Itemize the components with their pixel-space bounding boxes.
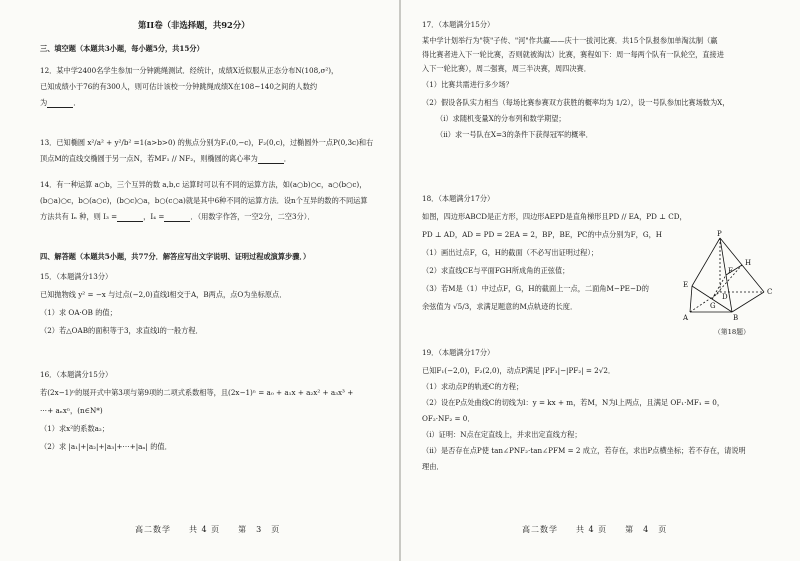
q17-line-2: 得比赛者进入下一轮比赛，否则就被淘汰）比赛，赛程如下：周一每两个队有一队轮空，直接进: [422, 50, 724, 59]
section-solutions: 四、解答题（本题共5小题，共77分．解答应写出文字说明、证明过程或演算步骤．）: [40, 252, 311, 261]
page-footer-right: 高二数学 共 4 页 第 4 页: [522, 525, 668, 534]
q19-title: 19．（本题满分17分）: [422, 348, 495, 357]
fig-label-H: H: [745, 259, 752, 267]
q19-part-2: （2）设在P点处曲线C的切线为l：y = kx + m，若M，N为l上两点，且满足 OF₁·MF₁ = 0，: [422, 398, 725, 407]
page-3: [0, 0, 398, 561]
fig-label-E: E: [683, 281, 689, 289]
q14-line-3c: ．（用数字作答，一空2分，二空3分）．: [190, 212, 315, 221]
q16-part-2: （2）求 |a₁|+|a₂|+|a₃|+⋯+|aₙ| 的值．: [40, 442, 172, 451]
q18-title: 18．（本题满分17分）: [422, 194, 495, 203]
q17-part-2-i: （i）求随机变量X的分布列和数学期望；: [436, 114, 566, 123]
q15-title: 15．（本题满分13分）: [40, 272, 113, 281]
q13-line-1: 13．已知椭圆 x²/a² + y²/b² =1(a>b>0) 的焦点分别为F₁(0,−c)，F₂(0,c)，过椭圆外一点P(0,3c)和右: [40, 138, 374, 147]
question-16: [40, 370, 353, 452]
fig-label-D: D: [722, 293, 728, 301]
q14-line-1: 14．有一种运算 a○b，三个互异的数 a,b,c 运算时可以有不同的运算方法，如(a○b)○c，a○(b○c)，: [40, 180, 367, 189]
fig-label-F: F: [728, 267, 733, 275]
q18-line-1: 如图，四边形ABCD是正方形，四边形AEPD是直角梯形且PD // EA，PD ⊥ CD，: [422, 212, 687, 221]
q15-line-1: 已知抛物线 y² = −x 与过点(−2,0)直线l相交于A，B两点，点O为坐标原点．: [40, 290, 287, 299]
section-fill-in: 三、填空题（本题共3小题，每小题5分，共15分）: [40, 44, 204, 53]
q14-line-3: 方法共有 Iₙ 种，则 I₃ =: [40, 212, 118, 221]
edge-EA: [690, 286, 692, 312]
q18-line-2: PD ⊥ AD，AD = PD = 2EA = 2，BP，BE，PC的中点分别为F，G，H: [422, 230, 663, 239]
q17-part-2-ii: （ii）求一号队在X=3的条件下获得冠军的概率．: [436, 130, 593, 139]
q16-line-2: ⋯+ aₙxⁿ，(n∈N*): [40, 406, 103, 415]
q13-line-2: 顶点M的直线交椭圆于另一点N，若MF₁ // NF₂，则椭圆的离心率为: [40, 154, 258, 163]
q14-line-3b: ，I₄ =: [143, 212, 165, 221]
q19-part-2b: OF₂·NF₂ = 0．: [422, 414, 475, 423]
edge-PE: [692, 238, 720, 286]
q18-part-1: （1）画出过点F，G，H的截面（不必写出证明过程）；: [422, 248, 599, 257]
q19-part-2-ii: （ii）是否存在点P使 tan∠PNF₂·tan∠PFM = 2 成立，若存在，求出P点横坐标；若不存在，请说明: [422, 446, 746, 455]
question-18: [422, 194, 687, 312]
part2-heading: 第II卷（非选择题，共92分）: [138, 20, 250, 30]
q17-part-1: （1）比赛共需进行多少场？: [422, 80, 513, 89]
fig-label-C: C: [767, 288, 773, 296]
q16-title: 16．（本题满分15分）: [40, 370, 113, 379]
q13-answer-blank: [258, 155, 284, 164]
q19-line-1: 已知F₁(−2,0)，F₂(2,0)，动点P满足 |PF₁|−|PF₂| = 2√2．: [422, 366, 616, 375]
q17-part-2: （2）假设各队实力相当（每场比赛参赛双方获胜的概率均为 1/2），设一号队参加比赛场数为X，: [422, 98, 730, 107]
q18-part-3: （3）若M是（1）中过点F，G，H的截面上一点，二面角M−PE−D的: [422, 284, 649, 293]
fig-label-G: G: [710, 302, 716, 310]
q18-figure-caption: （第18题）: [714, 328, 750, 336]
q15-part-2: （2）若△OAB的面积等于3，求直线l的一般方程．: [40, 326, 203, 335]
q18-part-3b: 余弦值为 √5/3，求满足题意的M点轨迹的长度．: [422, 302, 578, 311]
q12-line-2: 已知成绩小于76的有300人，则可估计该校一分钟跳绳成绩X在108∼140之间的人数约: [40, 82, 318, 91]
page-footer-left: 高二数学 共 4 页 第 3 页: [135, 525, 281, 534]
question-14: [40, 180, 368, 222]
fig-label-B: B: [733, 314, 739, 322]
q12-line-3: 为: [40, 98, 48, 107]
edge-BC: [732, 292, 764, 312]
fig-label-A: A: [683, 314, 689, 322]
q17-line-3: 入下一轮比赛），周二强赛，周三半决赛，周四决赛．: [422, 64, 591, 73]
q16-part-1: （1）求x²的系数a₂；: [40, 424, 109, 433]
question-17: [422, 20, 729, 140]
question-12: 12．某中学2400名学生参加一分钟跳绳测试．经统计，成绩X近似服从正态分布N(108,σ²)， 已知成绩小于76的有300人，则可估计该校一分钟跳绳成绩X在108∼140之间的人数约 为 ．: [40, 66, 339, 107]
q14-answer-blank-2: [164, 213, 190, 222]
question-19: [422, 348, 746, 472]
q17-title: 17．（本题满分15分）: [422, 20, 495, 29]
q14-answer-blank-1: [117, 213, 143, 222]
q17-line-1: 某中学计划举行为"筷"子传、"河"作共赢——庆十一拔河比赛．共15个队报参加单淘汰制（赢: [422, 36, 718, 45]
page-4: [402, 0, 800, 561]
question-13: 13．已知椭圆 x²/a² + y²/b² =1(a>b>0) 的焦点分别为F₁(0,−c)，F₂(0,c)，过椭圆外一点P(0,3c)和右 顶点M的直线交椭圆于另一点N，若MF₁ // NF₂，则椭圆的离心率为 ．: [40, 138, 374, 163]
q19-part-1: （1）求动点P的轨迹C的方程；: [422, 382, 524, 391]
question-15: [40, 272, 286, 336]
q19-part-2-i: （i）证明：N点在定直线上，并求出定直线方程；: [422, 430, 582, 439]
q18-part-2: （2）求直线CE与平面FGH所成角的正弦值；: [422, 266, 570, 275]
page-divider: [399, 0, 401, 561]
q12-answer-blank: [47, 99, 73, 108]
q12-line-1: 12．某中学2400名学生参加一分钟跳绳测试．经统计，成绩X近似服从正态分布N(108,σ²)，: [40, 66, 339, 75]
q16-line-1: 若(2x−1)ⁿ的展开式中第3项与第9项的二项式系数相等，且(2x−1)ⁿ = a₀ + a₁x + a₂x² + a₃x³ +: [40, 388, 354, 397]
q15-part-1: （1）求 OA·OB 的值；: [40, 308, 117, 317]
q14-line-2: (b○a)○c，b○(a○c)，(b○c)○a，b○(c○a)就是其中6种不同的运算方法．设n个互异的数的不同运算: [40, 196, 368, 205]
fig-label-P: P: [717, 230, 722, 238]
q19-part-2-ii-b: 理由．: [422, 462, 444, 471]
